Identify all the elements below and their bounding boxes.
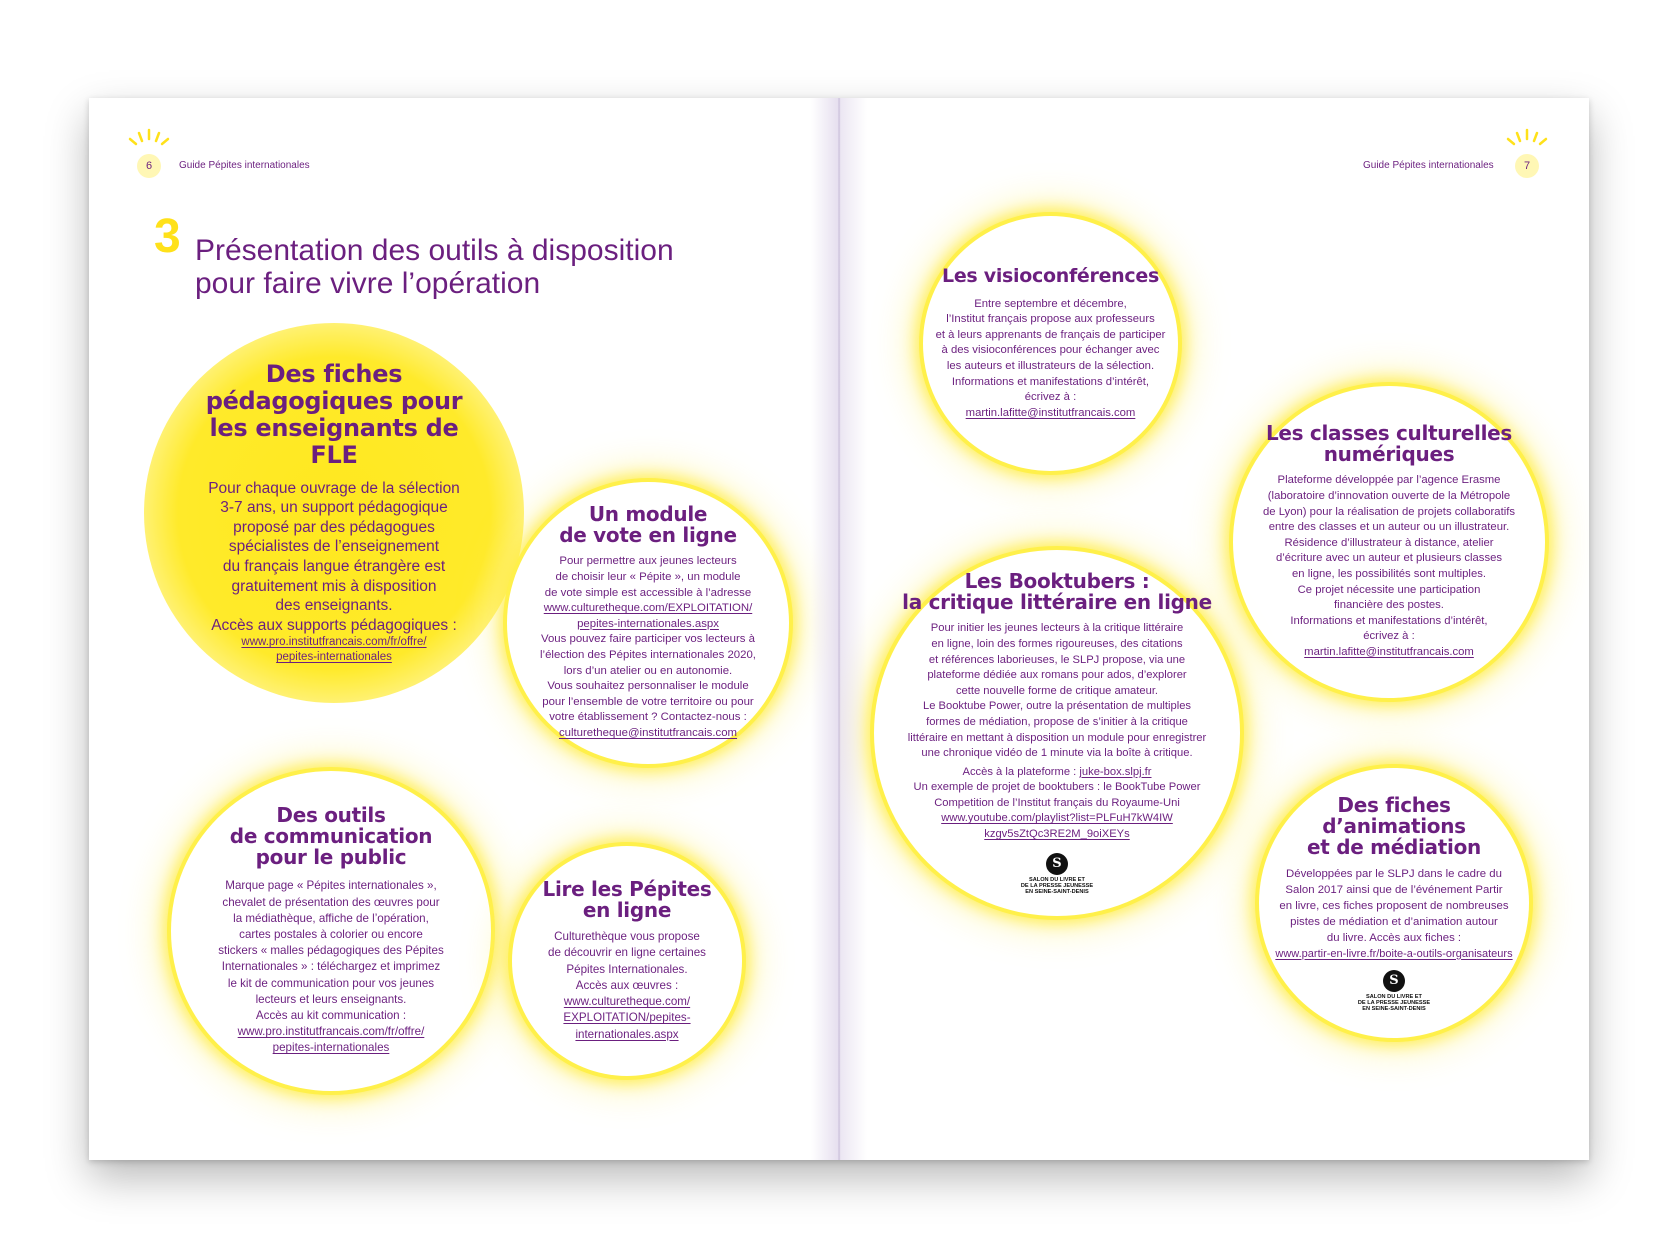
bubble-title: Des fiches pédagogiques pour les enseignants de FLE — [205, 359, 463, 469]
section-number: 3 — [154, 210, 181, 263]
jukebox-link[interactable]: juke-box.slpj.fr — [1079, 765, 1152, 778]
page-number: 6 — [137, 154, 161, 178]
bubble-fiches-animations — [1259, 768, 1529, 1038]
bubble-classes-culturelles — [1233, 386, 1545, 698]
sun-rays-icon — [127, 128, 171, 154]
kit-link[interactable]: www.pro.institutfrancais.com/fr/offre/ — [237, 1025, 425, 1039]
kit-link-continued[interactable]: pepites-internationales — [272, 1041, 390, 1055]
bubble-text: Marque page « Pépites internationales », chevalet de présentation des œuvres pour la médiathèque, affiche de l’opération, cartes postales à colorier ou encore stickers « malles pédagogiques des Pépites Internationales » : téléchargez et imprimez le kit de communication pour vos jeunes lecteurs et leurs enseignants. Accès au kit communication : www.pro.institutfrancais.com/fr/offre/ pepites-internationales — [218, 879, 444, 1055]
bubble-lire-pepites — [512, 846, 742, 1076]
bubble-title: Les classes culturelles numériques — [1265, 421, 1513, 467]
slpj-logo-icon: S — [1046, 853, 1068, 875]
running-head: Guide Pépites internationales — [1363, 160, 1494, 171]
culturetheque-email-link[interactable]: culturetheque@institutfrancais.com — [558, 726, 738, 739]
left-page — [89, 98, 839, 1160]
youtube-link-continued[interactable]: kzgv5sZtQc3RE2M_9oiXEYs — [984, 828, 1130, 841]
bubble-title: Lire les Pépites en ligne — [542, 877, 712, 923]
bubble-title: Des outils de communication pour le public — [229, 803, 433, 870]
bubble-text: Pour initier les jeunes lecteurs à la critique littéraire en ligne, loin des formes rigoureuses, des citations et références laborieuses, le SLPJ propose, via une plateforme dédiée aux romans pour ados, d’explorer cette nouvelle forme de critique amateur. Le Booktube Power, outre la présentation de multiples formes de médiation, propose de s’initier à la critique littéraire en mettant à disposition un module pour enregistrer une chronique vidéo de 1 minute via la boîte à critique. — [907, 622, 1207, 760]
vote-link[interactable]: www.culturetheque.com/EXPLOITATION/ — [543, 602, 753, 615]
bubble-title: Un module de vote en ligne — [559, 502, 737, 548]
bubble-booktubers — [874, 550, 1240, 916]
page-number: 7 — [1515, 154, 1539, 178]
bubble-module-vote — [507, 482, 789, 764]
oeuvres-link[interactable]: www.culturetheque.com/ — [563, 995, 691, 1009]
slpj-logo-icon: S — [1383, 970, 1405, 992]
bubble-text: Pour permettre aux jeunes lecteurs de choisir leur « Pépite », un module de vote simple est accessible à l’adresse www.culturetheque.com/EXPLOITATION/ pepites-internationales.aspx Vous pouvez faire participer vos lecteurs à l’élection des Pépites internationales 2020, lors d’un atelier ou en autonomie. Vous souhaitez personnaliser le module pour l’ensemble de votre territoire ou pour votre établissement ? Contactez-nous : culturetheque@institutfrancais.com — [540, 555, 756, 739]
sun-rays-icon — [1505, 128, 1549, 154]
page-title: Présentation des outils à disposition pour faire vivre l’opération — [195, 234, 674, 300]
bubble-title: Les Booktubers : la critique littéraire en ligne — [902, 569, 1212, 615]
bubble-text: Accès à la plateforme : juke-box.slpj.fr Un exemple de projet de booktubers : le BookTube Power Competition de l’Institut français du Royaume-Uni www.youtube.com/playlist?list=PLFuH7kW4IW kzgv5sZtQc3RE2M_9oiXEYs — [913, 765, 1201, 841]
book-spread — [89, 98, 1589, 1160]
oeuvres-link-end[interactable]: internationales.aspx — [575, 1027, 679, 1041]
oeuvres-link-continued[interactable]: EXPLOITATION/pepites- — [563, 1011, 691, 1025]
partir-en-livre-link[interactable]: www.partir-en-livre.fr/boite-a-outils-organisateurs — [1275, 947, 1513, 960]
visio-email-link[interactable]: martin.lafitte@institutfrancais.com — [965, 406, 1136, 419]
bubble-text: Développées par le SLPJ dans le cadre du Salon 2017 ainsi que de l’événement Partir en livre, ces fiches proposent de nombreuses pistes de médiation et d’animation autour du livre. Accès aux fiches : www.partir-en-livre.fr/boite-a-outils-organisateurs — [1275, 867, 1513, 960]
slpj-logo: S SALON DU LIVRE ET DE LA PRESSE JEUNESSE EN SEINE-SAINT-DENIS — [1358, 970, 1430, 1012]
bubble-fiches-pedagogiques — [144, 323, 524, 703]
pedagogical-link[interactable]: www.pro.institutfrancais.com/fr/offre/ pepites-internationales — [241, 636, 427, 664]
running-head: Guide Pépites internationales — [179, 160, 310, 171]
bubble-text: Entre septembre et décembre, l’Institut français propose aux professeurs et à leurs apprenants de français de participer à des visioconférences pour échanger avec les auteurs et illustrateurs de la sélection. Informations et manifestations d’intérêt, écrivez à : martin.lafitte@institutfrancais.com — [935, 297, 1166, 419]
right-page — [839, 98, 1589, 1160]
bubble-text: Culturethèque vous propose de découvrir en ligne certaines Pépites Internationales. Accès aux œuvres : www.culturetheque.com/ EXPLOITATION/pepites- internationales.aspx — [548, 930, 706, 1041]
bubble-visioconferences — [923, 216, 1178, 471]
bubble-title: Des fiches d’animations et de médiation — [1307, 792, 1481, 859]
youtube-link[interactable]: www.youtube.com/playlist?list=PLFuH7kW4IW — [941, 812, 1173, 825]
bubble-outils-communication — [171, 771, 491, 1091]
bubble-text: Pour chaque ouvrage de la sélection 3-7 ans, un support pédagogique proposé par des pédagogues spécialistes de l’enseignement du français langue étrangère est gratuitement mis à disposition des enseignants. Accès aux supports pédagogiques : — [208, 479, 460, 634]
bubble-title: Les visioconférences — [942, 264, 1159, 287]
slpj-logo: S SALON DU LIVRE ET DE LA PRESSE JEUNESSE EN SEINE-SAINT-DENIS — [1021, 853, 1093, 895]
vote-link-continued[interactable]: pepites-internationales.aspx — [577, 617, 719, 630]
classes-email-link[interactable]: martin.lafitte@institutfrancais.com — [1304, 645, 1474, 658]
bubble-text: Plateforme développée par l’agence Erasme (laboratoire d’innovation ouverte de la Métropole de Lyon) pour la réalisation de projets collaboratifs entre des classes et un auteur ou un illustrateur. Résidence d’illustrateur à distance, atelier d’écriture avec un auteur et plusieurs classes en ligne, les possibilités sont multiples. Ce projet nécessite une participation financière des postes. Informations et manifestations d’intérêt, écrivez à : martin.lafitte@institutfrancais.com — [1262, 474, 1516, 658]
